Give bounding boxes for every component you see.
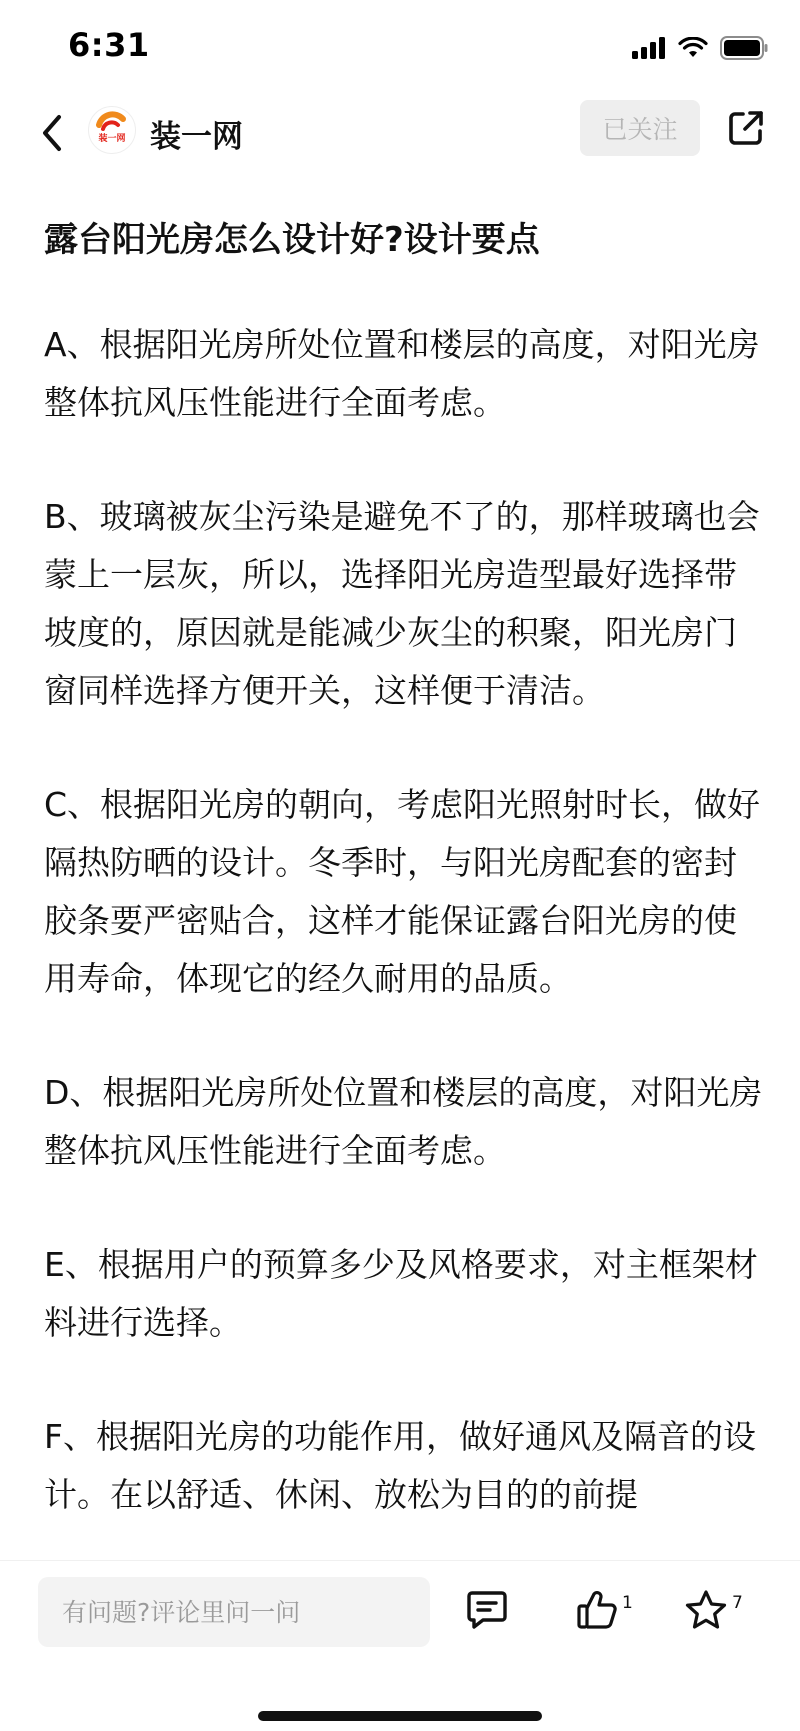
like-button[interactable] bbox=[576, 1577, 656, 1647]
paragraph-d: D、根据阳光房所处位置和楼层的高度，对阳光房整体抗风压性能进行全面考虑。 bbox=[44, 1073, 763, 1170]
paragraph-e: E、根据用户的预算多少及风格要求，对主框架材料进行选择。 bbox=[44, 1245, 758, 1342]
paragraph-f: F、根据阳光房的功能作用，做好通风及隔音的设计。在以舒适、休闲、放松为目的的前提 bbox=[44, 1417, 756, 1514]
signal-icon bbox=[632, 37, 666, 59]
comment-input[interactable] bbox=[38, 1577, 430, 1647]
brand-logo-mark bbox=[89, 107, 135, 153]
favorite-button[interactable] bbox=[684, 1577, 764, 1647]
comment-button[interactable] bbox=[466, 1577, 518, 1647]
article-title: 露台阳光房怎么设计好?设计要点 bbox=[44, 220, 540, 260]
battery-icon bbox=[720, 36, 768, 60]
brand-logo-text: 装一网 bbox=[98, 134, 126, 144]
chevron-left-icon bbox=[40, 113, 64, 157]
comment-icon bbox=[466, 1590, 508, 1634]
thumbs-up-icon bbox=[576, 1589, 618, 1635]
share-icon bbox=[726, 108, 766, 152]
wifi-icon bbox=[678, 37, 708, 59]
share-button[interactable] bbox=[722, 106, 770, 154]
paragraph-b: B、玻璃被灰尘污染是避免不了的，那样玻璃也会蒙上一层灰，所以，选择阳光房造型最好选择带坡度的，原因就是能减少灰尘的积聚，阳光房门窗同样选择方便开关，这样便于清洁。 bbox=[44, 497, 760, 710]
favorite-count: 7 bbox=[732, 1593, 743, 1613]
status-time: 6:31 bbox=[68, 26, 150, 64]
paragraph-a: A、根据阳光房所处位置和楼层的高度，对阳光房整体抗风压性能进行全面考虑。 bbox=[44, 325, 760, 422]
brand-logo[interactable] bbox=[88, 106, 136, 154]
article bbox=[44, 200, 764, 1524]
follow-button[interactable]: 已关注 bbox=[580, 100, 700, 156]
status-icons bbox=[632, 30, 768, 66]
paragraph-c: C、根据阳光房的朝向，考虑阳光照射时长，做好隔热防晒的设计。冬季时，与阳光房配套的密封胶条要严密贴合，这样才能保证露台阳光房的使用寿命，体现它的经久耐用的品质。 bbox=[44, 785, 761, 998]
star-icon bbox=[684, 1589, 728, 1635]
back-button[interactable] bbox=[30, 110, 74, 160]
nav-bar bbox=[0, 96, 800, 200]
bottom-bar bbox=[0, 1560, 800, 1731]
home-indicator[interactable] bbox=[258, 1711, 542, 1721]
brand-name[interactable]: 装一网 bbox=[150, 119, 243, 155]
status-bar bbox=[0, 0, 800, 96]
like-count: 1 bbox=[622, 1593, 633, 1613]
